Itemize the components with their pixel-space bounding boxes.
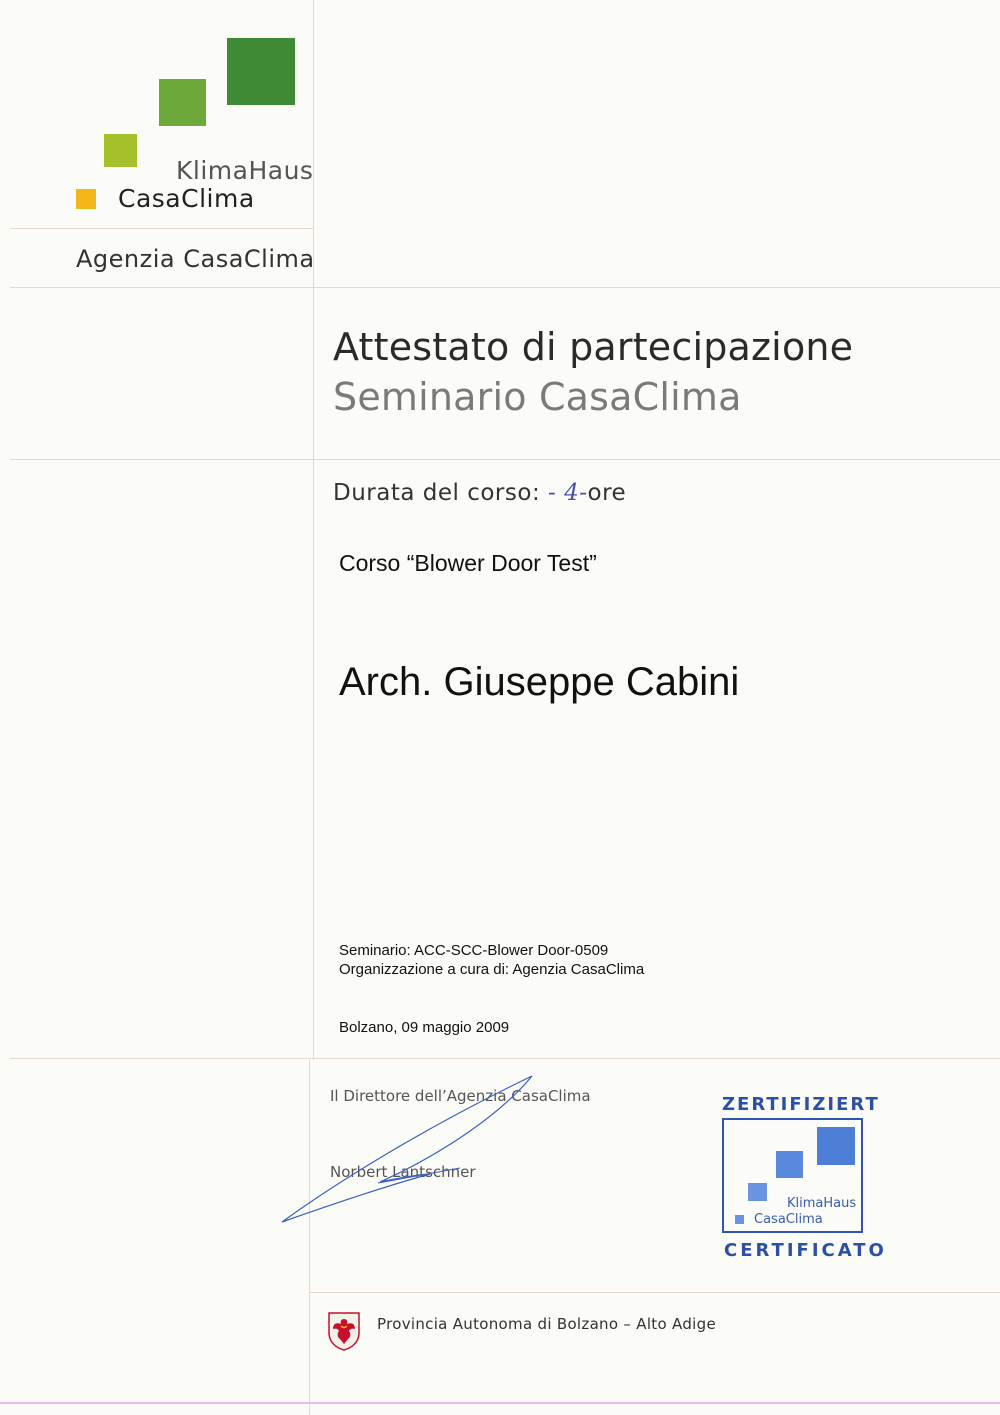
course-duration — [333, 480, 626, 506]
stamp-casaclima: CasaClima — [754, 1212, 823, 1227]
stamp-square-small — [748, 1183, 767, 1201]
stamp-certificato: CERTIFICATO — [724, 1240, 887, 1261]
stamp-square-large — [817, 1127, 855, 1165]
certificate-subtitle: Seminario CasaClima — [333, 375, 742, 419]
province-name: Provincia Autonoma di Bolzano – Alto Adige — [377, 1315, 716, 1333]
place-and-date: Bolzano, 09 maggio 2009 — [339, 1019, 510, 1036]
details-bottom-rule — [10, 1058, 1000, 1059]
certificate-title: Attestato di partecipazione — [333, 325, 854, 369]
course-name: Corso “Blower Door Test” — [339, 550, 597, 576]
header-divider — [10, 228, 313, 229]
stamp-square-tiny — [735, 1215, 744, 1224]
eagle-coat-of-arms-icon — [327, 1311, 361, 1351]
logo-square-light — [104, 134, 137, 167]
bottom-edge-line — [0, 1402, 1000, 1404]
logo-casaclima: CasaClima — [118, 184, 255, 213]
agency-name: Agenzia CasaClima — [76, 245, 315, 273]
stamp-zertifiziert: ZERTIFIZIERT — [722, 1094, 880, 1115]
stamp-square-mid — [776, 1151, 803, 1178]
participant-name: Arch. Giuseppe Cabini — [339, 660, 740, 704]
logo-square-yellow — [76, 189, 96, 209]
signature-bottom-rule — [310, 1292, 1000, 1293]
handwritten-signature — [270, 1070, 550, 1230]
logo-square-mid — [159, 79, 206, 126]
seminar-code: Seminario: ACC-SCC-Blower Door-0509 — [339, 942, 609, 959]
duration-handwritten-value: - 4- — [548, 480, 588, 506]
organizer: Organizzazione a cura di: Agenzia CasaClima — [339, 961, 645, 978]
duration-label: Durata del corso: — [333, 480, 541, 506]
duration-unit: ore — [587, 480, 627, 506]
header-bottom-rule — [10, 287, 1000, 288]
logo-klimahaus: KlimaHaus — [176, 156, 314, 185]
title-bottom-rule — [10, 459, 1000, 460]
director-title: Il Direttore dell’Agenzia CasaClima — [330, 1087, 591, 1105]
logo-square-dark — [227, 38, 295, 105]
director-name: Norbert Lantschner — [330, 1163, 476, 1181]
stamp-klimahaus: KlimaHaus — [787, 1196, 857, 1211]
